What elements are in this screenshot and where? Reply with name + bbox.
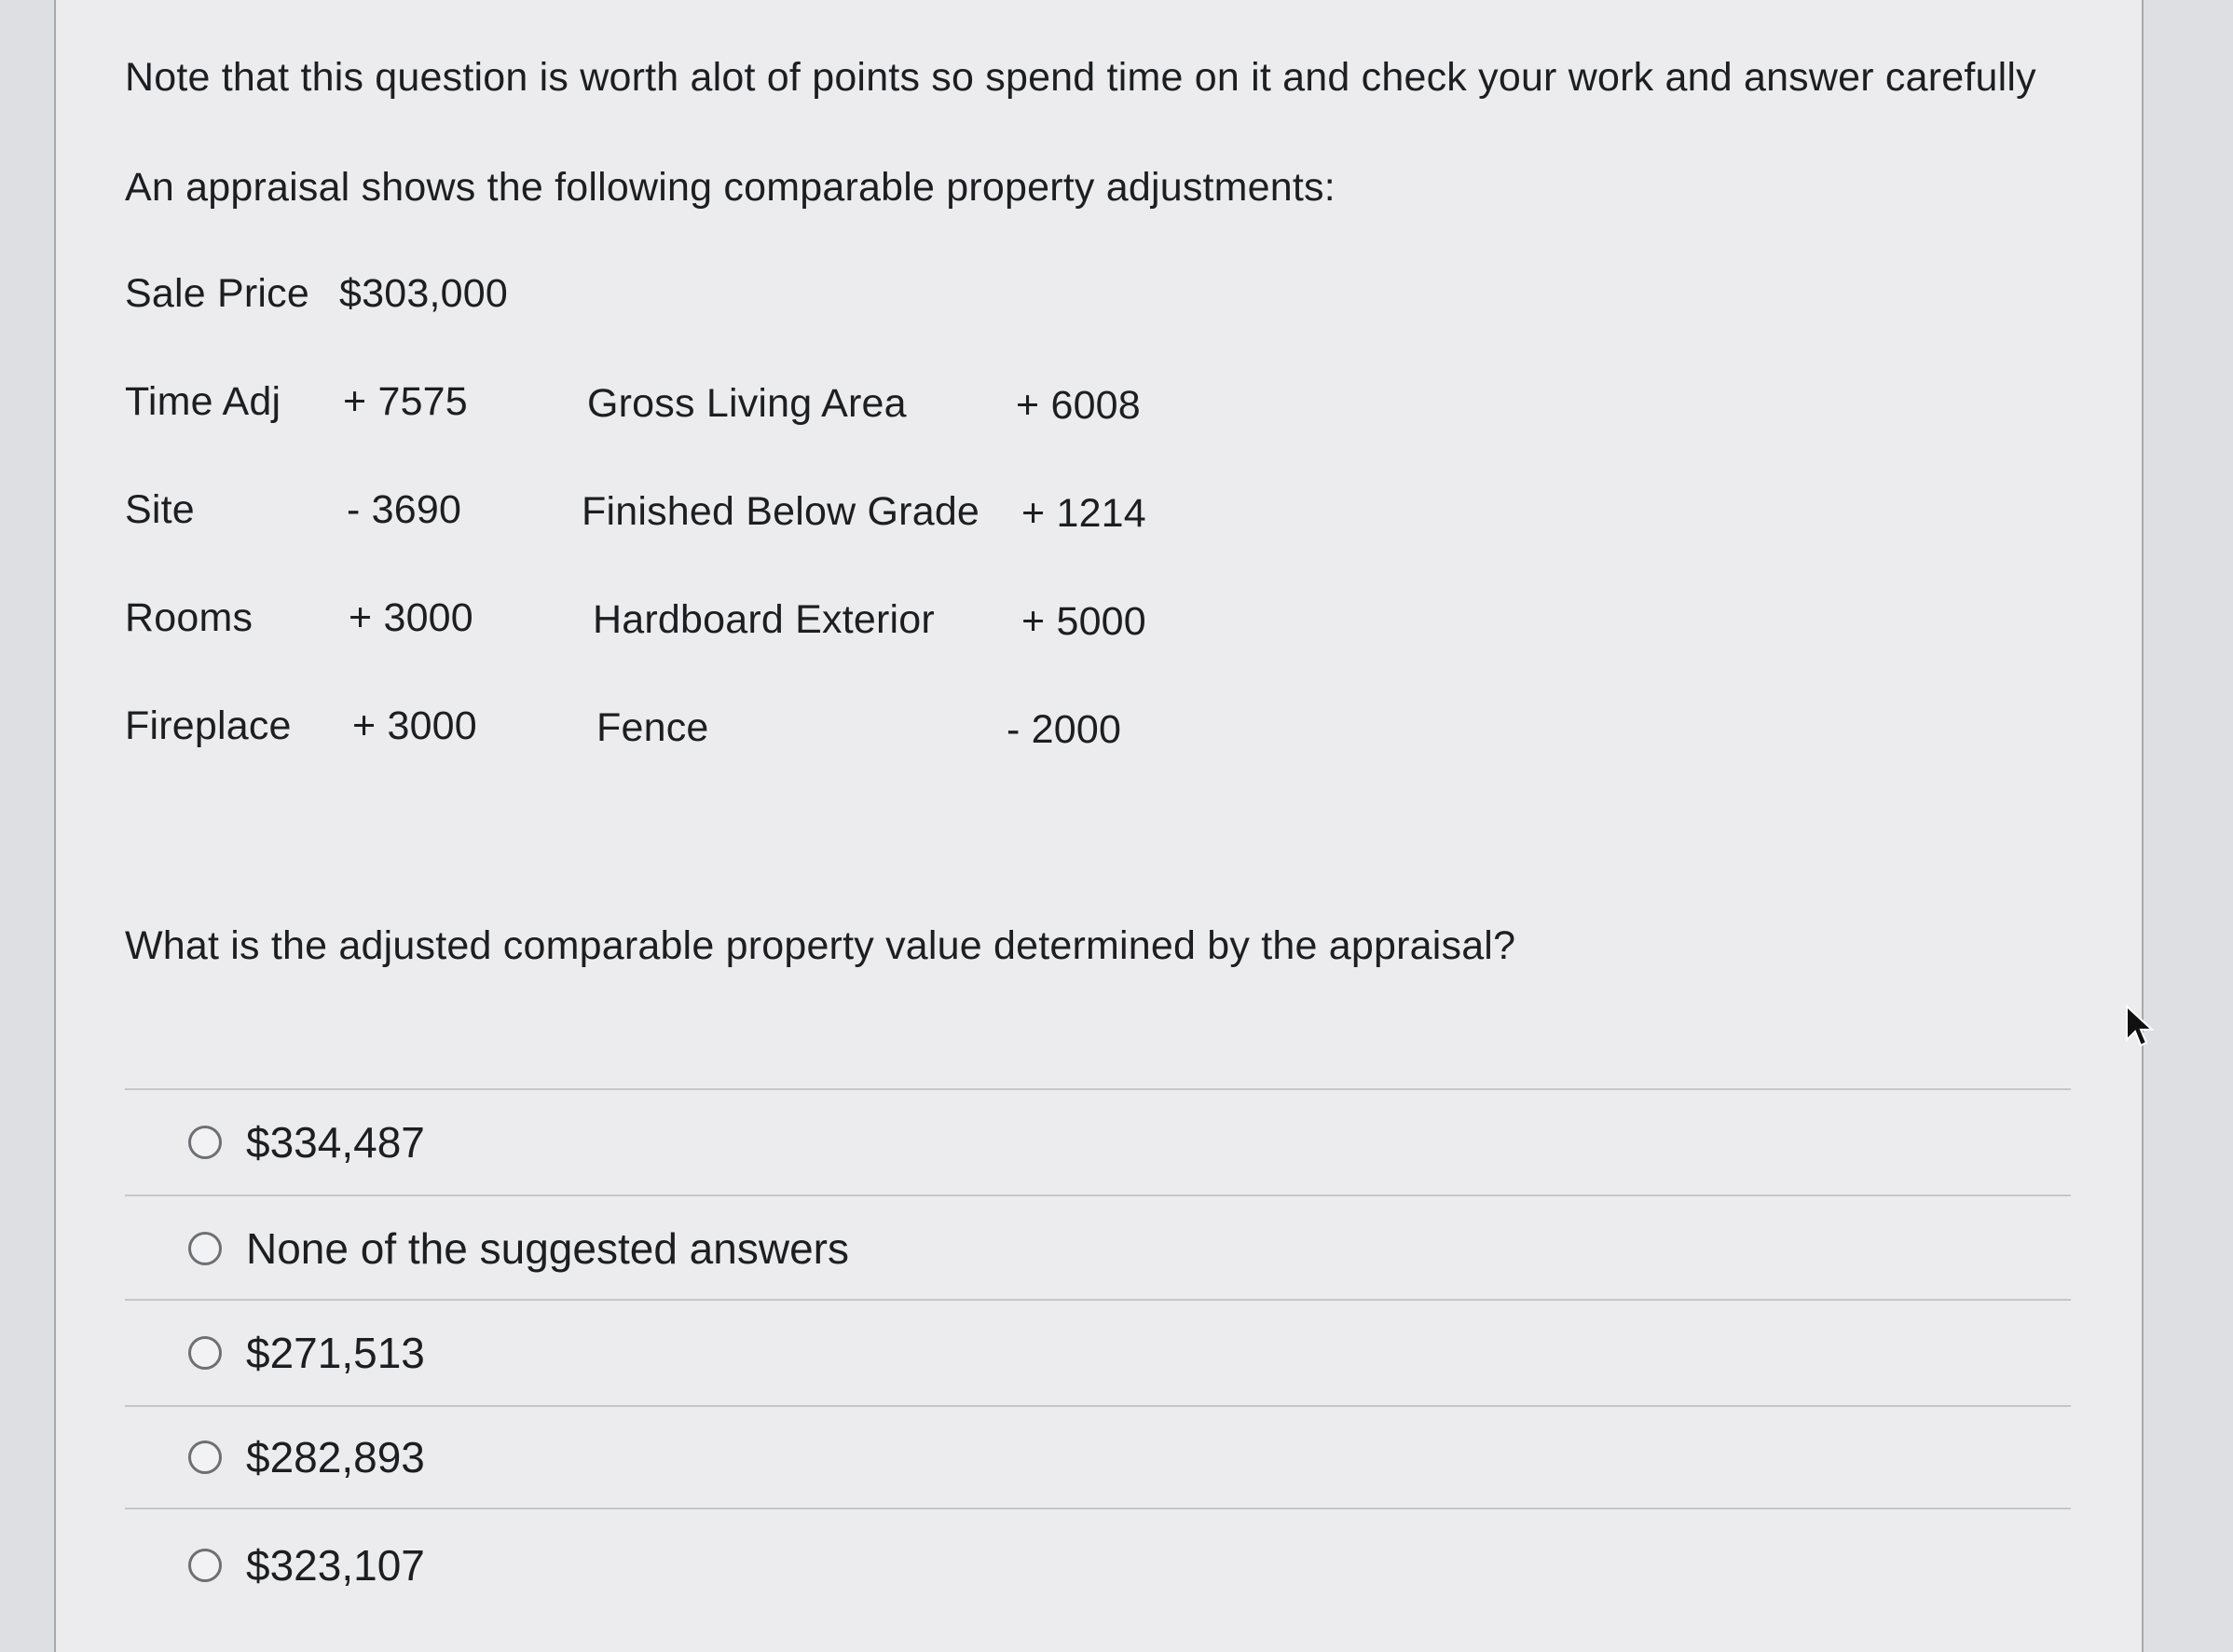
answer-option-3[interactable] (188, 1325, 425, 1381)
note-text: Note that this question is worth alot of points so spend time on it and check your work and answer carefully (125, 55, 2036, 100)
divider (125, 1508, 2071, 1509)
radio-unselected-icon[interactable] (188, 1232, 222, 1265)
divider (125, 1299, 2071, 1301)
divider (125, 1405, 2071, 1407)
adjustment-label-finished-below-grade: Finished Below Grade (582, 489, 980, 534)
adjustment-label-time-adj: Time Adj (125, 379, 281, 424)
answer-option-label: $323,107 (246, 1541, 425, 1590)
radio-unselected-icon[interactable] (188, 1549, 222, 1582)
sale-price-value: $303,000 (339, 271, 508, 316)
adjustment-value-time-adj: + 7575 (343, 379, 468, 424)
radio-unselected-icon[interactable] (188, 1126, 222, 1159)
adjustment-label-gross-living-area: Gross Living Area (587, 381, 907, 426)
answer-option-label: None of the suggested answers (246, 1224, 849, 1273)
divider (125, 1088, 2071, 1090)
answer-option-2[interactable] (188, 1221, 849, 1277)
question-text: What is the adjusted comparable property value determined by the appraisal? (125, 923, 1516, 968)
answer-option-label: $282,893 (246, 1433, 425, 1481)
adjustment-value-site: - 3690 (347, 487, 462, 532)
adjustment-label-fence: Fence (596, 705, 709, 750)
radio-unselected-icon[interactable] (188, 1440, 222, 1474)
adjustment-label-fireplace: Fireplace (125, 703, 292, 748)
answer-option-label: $334,487 (246, 1118, 425, 1167)
sale-price-label: Sale Price (125, 271, 309, 316)
question-panel (54, 0, 2144, 1652)
adjustment-value-hardboard-exterior: + 5000 (1021, 599, 1146, 644)
adjustment-value-fireplace: + 3000 (352, 703, 477, 748)
adjustment-label-hardboard-exterior: Hardboard Exterior (593, 597, 935, 642)
answer-option-4[interactable] (188, 1429, 425, 1485)
adjustment-value-gross-living-area: + 6008 (1016, 383, 1141, 428)
answer-option-label: $271,513 (246, 1329, 425, 1377)
intro-text: An appraisal shows the following comparable property adjustments: (125, 165, 1336, 210)
adjustment-label-site: Site (125, 487, 195, 532)
answer-option-5[interactable] (188, 1537, 425, 1593)
mouse-pointer-icon (2123, 1004, 2155, 1049)
adjustment-value-fence: - 2000 (1007, 707, 1122, 752)
answer-option-1[interactable] (188, 1114, 425, 1170)
adjustment-label-rooms: Rooms (125, 595, 253, 640)
adjustment-value-finished-below-grade: + 1214 (1021, 491, 1146, 536)
adjustment-value-rooms: + 3000 (349, 595, 473, 640)
radio-unselected-icon[interactable] (188, 1336, 222, 1370)
divider (125, 1195, 2071, 1196)
